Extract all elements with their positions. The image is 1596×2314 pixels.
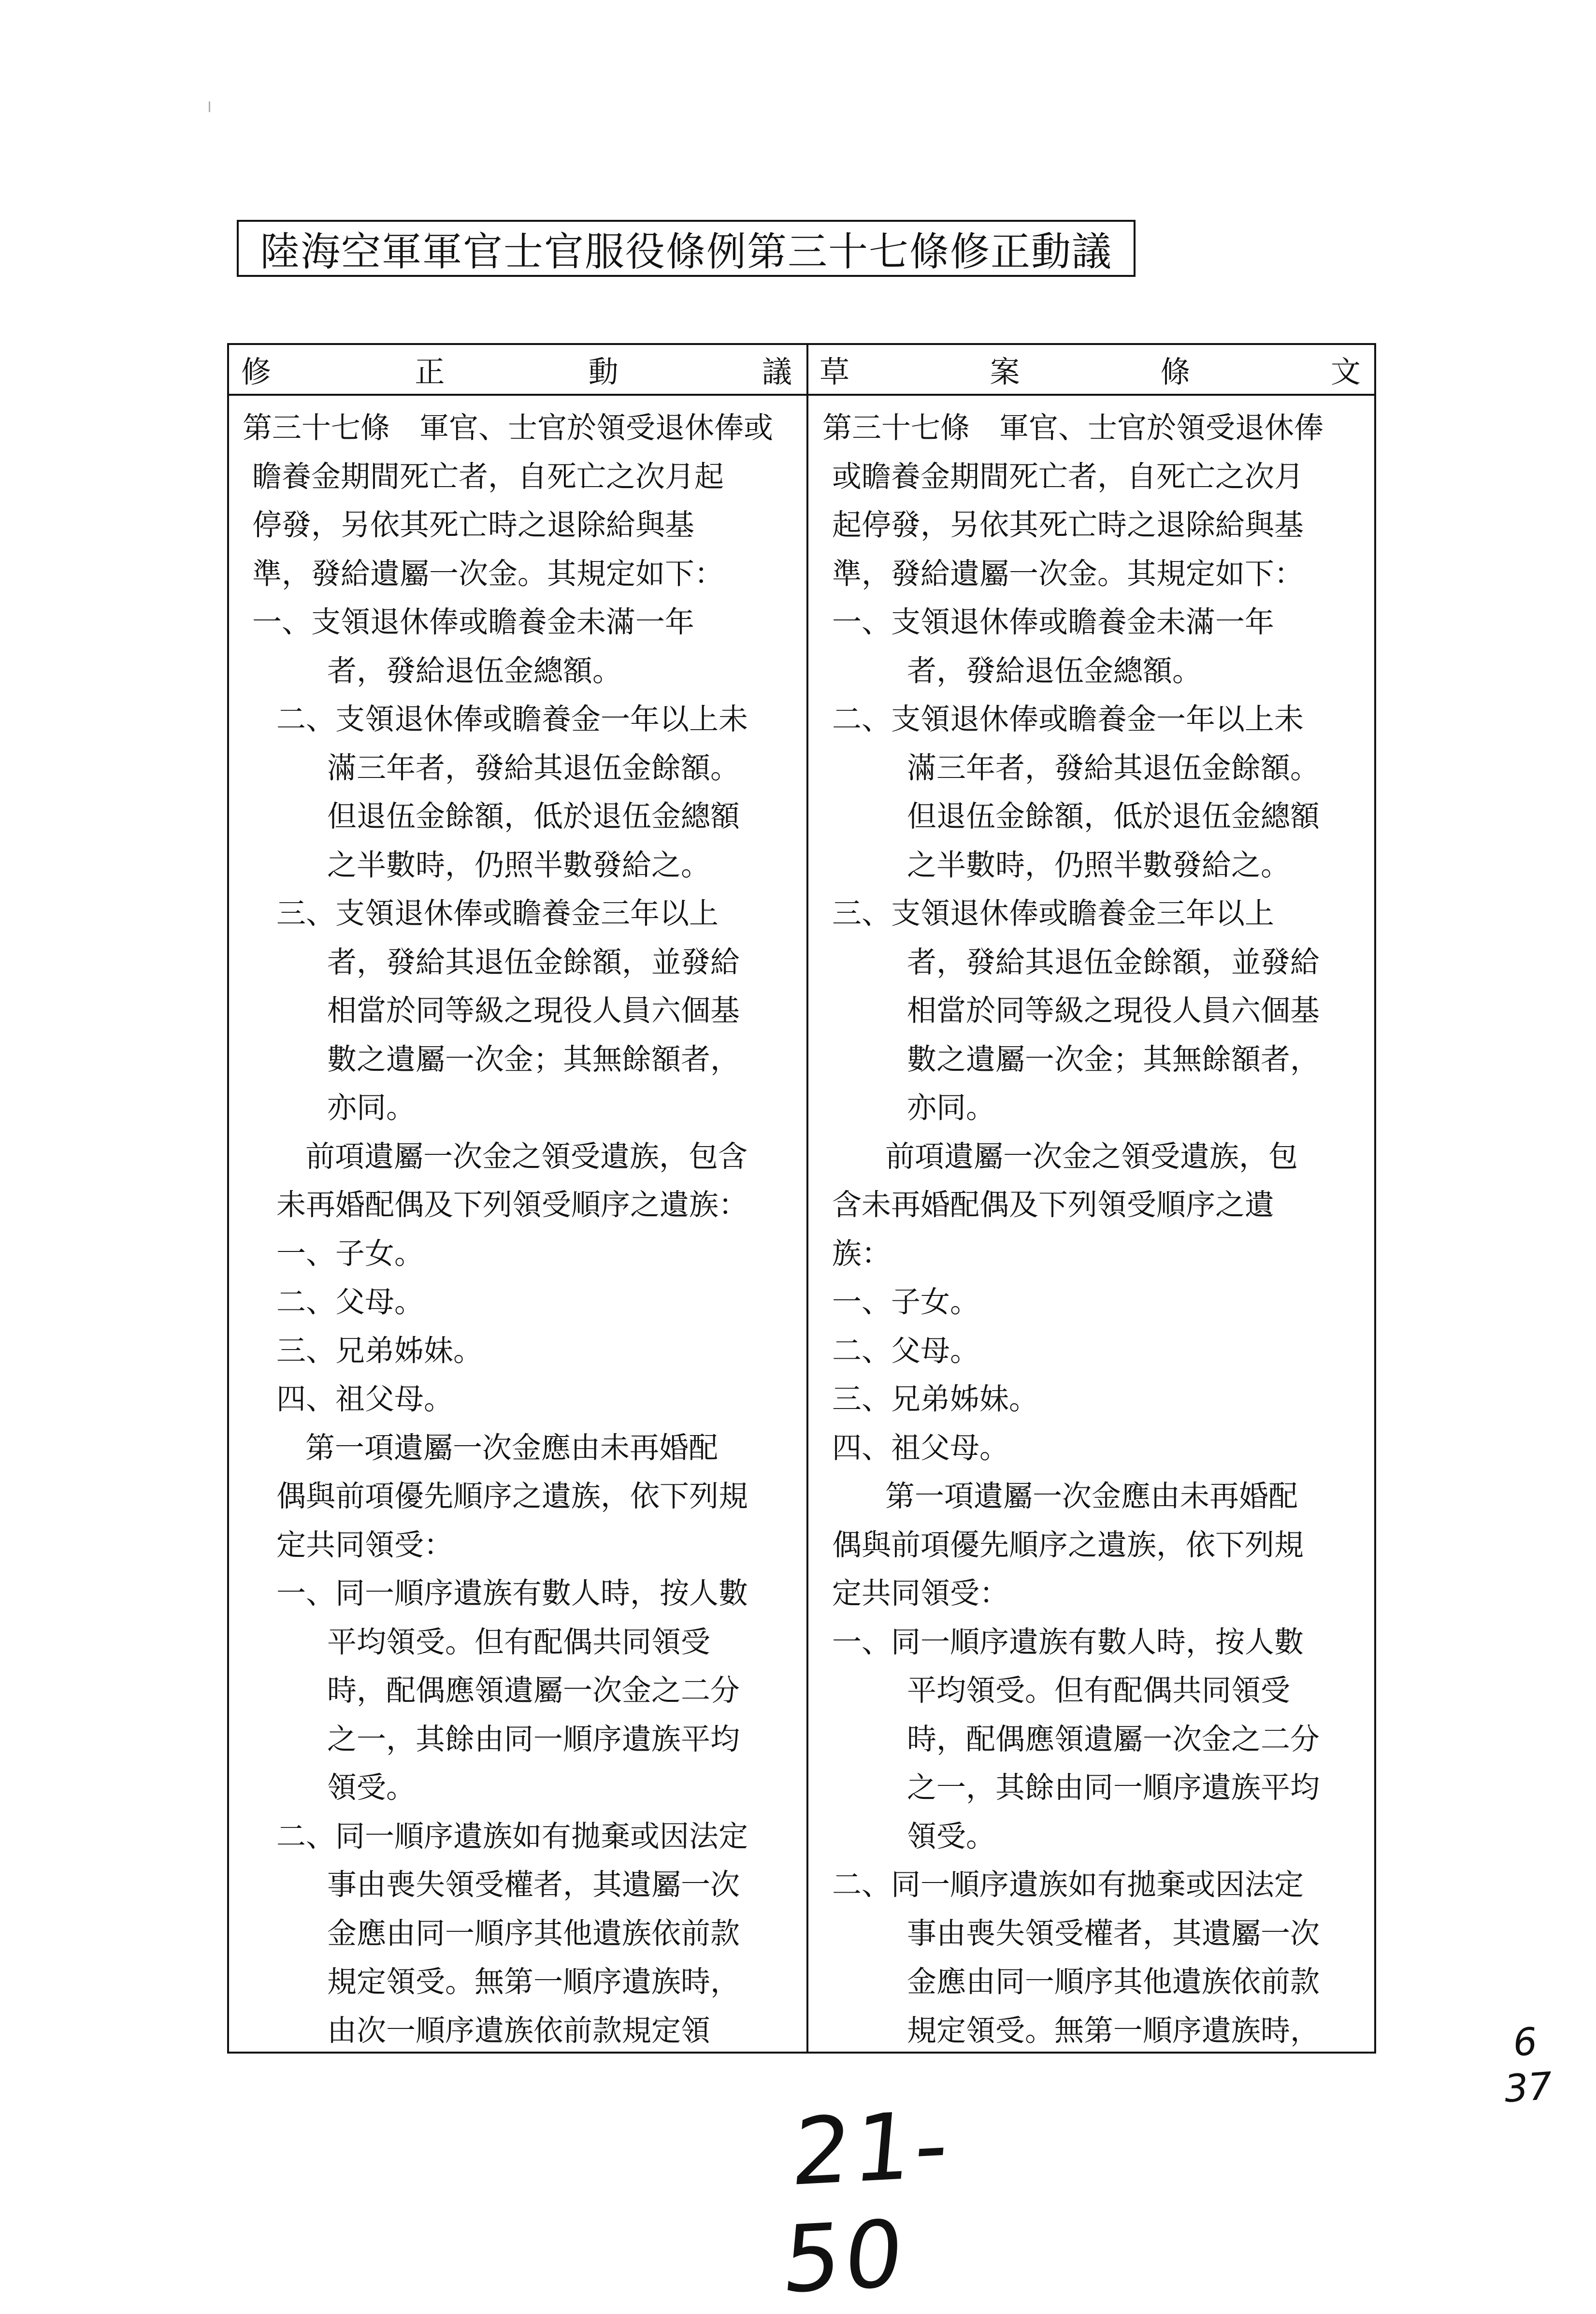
text-line: 之半數時，仍照半數發給之。 [907, 848, 1291, 882]
text-line: 一、同一順序遺族有數人時，按人數 [276, 1576, 748, 1610]
text-line: 二、同一順序遺族如有拋棄或因法定 [276, 1819, 748, 1854]
text-line: 者，發給其退伍金餘額，並發給 [327, 945, 740, 979]
text-line: 四、祖父母。 [832, 1430, 1009, 1465]
text-line: 三、支領退休俸或瞻養金三年以上 [832, 896, 1275, 931]
text-line: 一、支領退休俸或瞻養金未滿一年 [832, 605, 1275, 639]
text-line: 相當於同等級之現役人員六個基 [907, 993, 1320, 1028]
text-line: 但退伍金餘額，低於退伍金總額 [327, 799, 740, 834]
text-line: 事由喪失領受權者，其遺屬一次 [327, 1868, 740, 1902]
text-line: 瞻養金期間死亡者，自死亡之次月起 [252, 459, 724, 494]
text-line: 相當於同等級之現役人員六個基 [327, 993, 740, 1028]
comparison-table [227, 343, 1376, 2054]
handwritten-page-number: 21-50 [778, 2090, 956, 2314]
text-line: 者，發給退伍金總額。 [907, 653, 1202, 688]
text-line: 之一，其餘由同一順序遺族平均 [327, 1722, 740, 1756]
text-line: 二、父母。 [276, 1285, 424, 1319]
text-line: 者，發給退伍金總額。 [327, 653, 622, 688]
header-draft-text [820, 345, 1361, 393]
text-line: 數之遺屬一次金；其無餘額者， [907, 1042, 1320, 1077]
header-char: 條 [1160, 354, 1191, 389]
text-line: 前項遺屬一次金之領受遺族，包含 [305, 1139, 748, 1174]
text-line: 第一項遺屬一次金應由未再婚配 [305, 1430, 719, 1465]
text-line: 一、子女。 [276, 1236, 424, 1271]
handwritten-side-note-line: 37 [1503, 2064, 1554, 2112]
text-line: 時，配偶應領遺屬一次金之二分 [327, 1673, 740, 1708]
text-line: 事由喪失領受權者，其遺屬一次 [907, 1916, 1320, 1951]
text-line: 者，發給其退伍金餘額，並發給 [907, 945, 1320, 979]
text-line: 三、支領退休俸或瞻養金三年以上 [276, 896, 719, 931]
text-line: 領受。 [907, 1819, 996, 1854]
text-line: 規定領受。無第一順序遺族時， [907, 2013, 1320, 2048]
text-line: 定共同領受： [276, 1527, 454, 1562]
text-line: 第三十七條 軍官、士官於領受退休俸 [822, 411, 1324, 445]
text-line: 前項遺屬一次金之領受遺族，包 [885, 1139, 1298, 1174]
text-line: 偶與前項優先順序之遺族，依下列規 [276, 1479, 748, 1513]
text-line: 二、支領退休俸或瞻養金一年以上未 [276, 702, 748, 736]
handwritten-side-note-line: 6 [1511, 2020, 1539, 2065]
handwritten-side-note [1490, 2017, 1564, 2118]
text-line: 偶與前項優先順序之遺族，依下列規 [832, 1527, 1304, 1562]
text-line: 停發，另依其死亡時之退除給與基 [252, 508, 695, 542]
header-char: 文 [1330, 354, 1361, 389]
text-line: 平均領受。但有配偶共同領受 [907, 1673, 1291, 1708]
text-line: 未再婚配偶及下列領受順序之遺族： [276, 1188, 748, 1222]
text-line: 亦同。 [327, 1091, 416, 1125]
text-line: 三、兄弟姊妹。 [832, 1382, 1039, 1416]
text-line: 金應由同一順序其他遺族依前款 [327, 1916, 740, 1951]
text-line: 準，發給遺屬一次金。其規定如下： [252, 556, 724, 591]
text-line: 金應由同一順序其他遺族依前款 [907, 1965, 1320, 1999]
text-line: 之半數時，仍照半數發給之。 [327, 848, 711, 882]
text-line: 第一項遺屬一次金應由未再婚配 [885, 1479, 1298, 1513]
text-line: 四、祖父母。 [276, 1382, 454, 1416]
text-line: 領受。 [327, 1770, 416, 1805]
text-line: 一、子女。 [832, 1285, 980, 1319]
scan-speck [209, 101, 213, 112]
text-line: 時，配偶應領遺屬一次金之二分 [907, 1722, 1320, 1756]
text-line: 第三十七條 軍官、士官於領受退休俸或 [243, 411, 774, 445]
text-line: 準，發給遺屬一次金。其規定如下： [832, 556, 1304, 591]
header-char: 正 [415, 354, 445, 389]
header-char: 草 [820, 354, 850, 389]
text-line: 滿三年者，發給其退伍金餘額。 [327, 750, 740, 785]
text-line: 二、支領退休俸或瞻養金一年以上未 [832, 702, 1304, 736]
text-line: 平均領受。但有配偶共同領受 [327, 1624, 711, 1659]
text-line: 亦同。 [907, 1091, 996, 1125]
text-line: 定共同領受： [832, 1576, 1009, 1610]
text-line: 三、兄弟姊妹。 [276, 1333, 483, 1368]
text-line: 或瞻養金期間死亡者，自死亡之次月 [832, 459, 1304, 494]
text-line: 但退伍金餘額，低於退伍金總額 [907, 799, 1320, 834]
header-amendment [241, 345, 792, 393]
text-line: 規定領受。無第一順序遺族時， [327, 1965, 740, 1999]
text-line: 滿三年者，發給其退伍金餘額。 [907, 750, 1320, 785]
amendment-column [243, 404, 798, 2054]
draft-text-column [822, 404, 1368, 2054]
text-line: 由次一順序遺族依前款規定領 [327, 2013, 711, 2048]
text-line: 起停發，另依其死亡時之退除給與基 [832, 508, 1304, 542]
text-line: 族： [832, 1236, 891, 1271]
document-title: 陸海空軍軍官士官服役條例第三十七條修正動議 [237, 220, 1136, 277]
text-line: 二、同一順序遺族如有拋棄或因法定 [832, 1868, 1304, 1902]
text-line: 一、支領退休俸或瞻養金未滿一年 [252, 605, 695, 639]
text-line: 之一，其餘由同一順序遺族平均 [907, 1770, 1320, 1805]
text-line: 二、父母。 [832, 1333, 980, 1368]
header-char: 修 [241, 354, 272, 389]
text-line: 數之遺屬一次金；其無餘額者， [327, 1042, 740, 1077]
table-header-row [229, 345, 1374, 396]
header-char: 案 [990, 354, 1020, 389]
header-char: 議 [762, 354, 792, 389]
text-line: 含未再婚配偶及下列領受順序之遺 [832, 1188, 1275, 1222]
text-line: 一、同一順序遺族有數人時，按人數 [832, 1624, 1304, 1659]
header-char: 動 [588, 354, 618, 389]
column-divider [806, 345, 808, 2052]
